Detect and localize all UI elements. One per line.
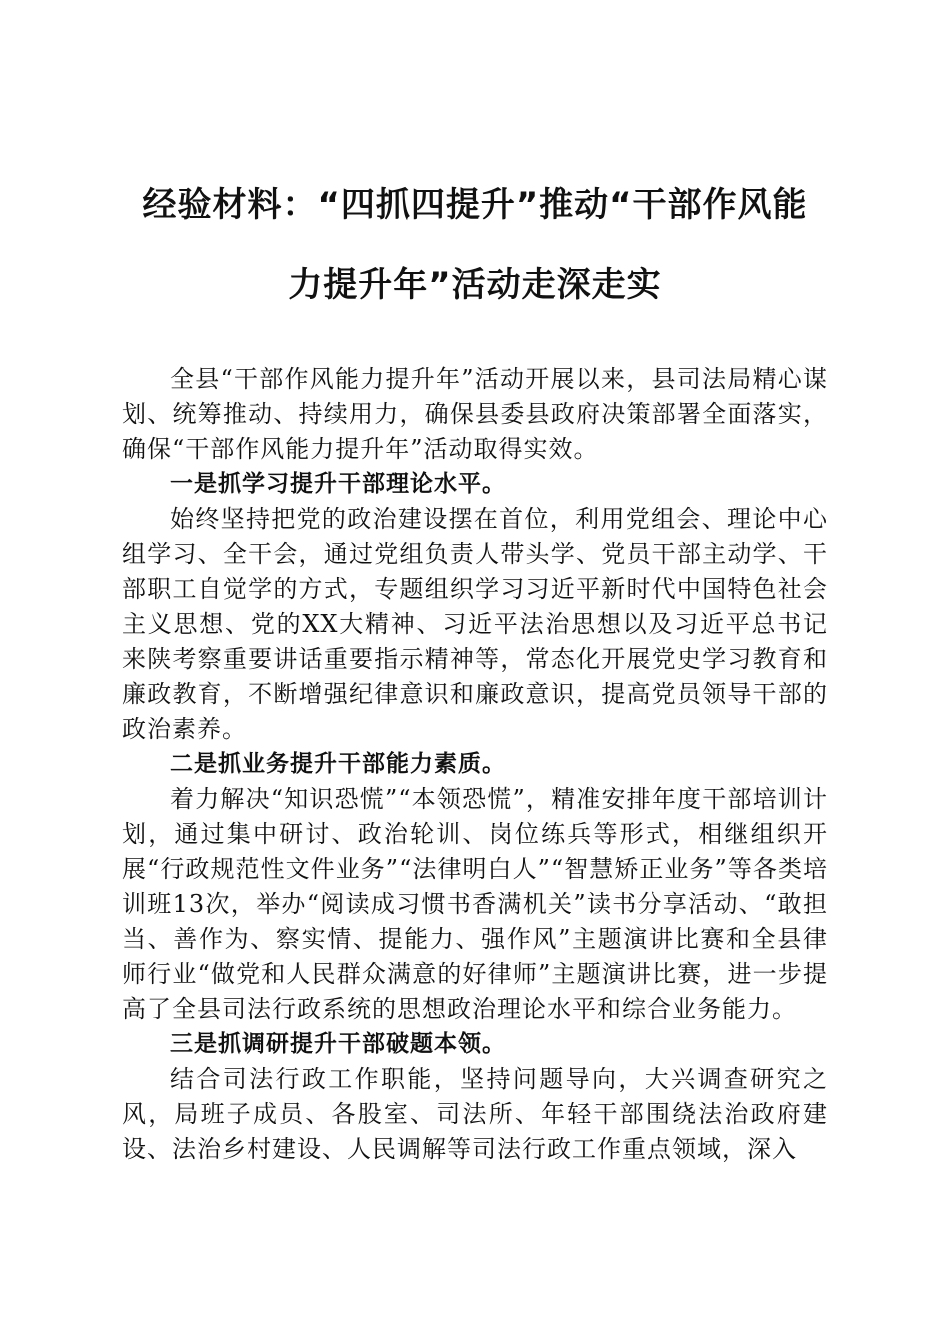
section-heading-2: 二是抓业务提升干部能力素质。 — [170, 751, 506, 777]
section-paragraph-2: 着力解决“知识恐慌”“本领恐慌”，精准安排年度干部培训计划，通过集中研讨、政治轮训、岗位练兵等形式，相继组织开展“行政规范性文件业务”“法律明白人”“智慧矫正业务”等各类培训班13次，举办“阅读成习惯书香满机关”读书分享活动、“敢担当、善作为、察实情、提能力、强作风”主题演讲比赛和全县律师行业“做党和人民群众满意的好律师”主题演讲比赛，进一步提高了全县司法行政系统的思想政治理论水平和综合业务能力。 — [122, 785, 828, 1023]
document-body — [122, 362, 828, 1167]
title-line-1: 经验材料：“四抓四提升”推动“干部作风能 — [142, 185, 808, 225]
title-line-2: 力提升年”活动走深走实 — [288, 265, 662, 305]
section-paragraph-3: 结合司法行政工作职能，坚持问题导向，大兴调查研究之风，局班子成员、各股室、司法所、年轻干部围绕法治政府建设、法治乡村建设、人民调解等司法行政工作重点领域，深入 — [122, 1065, 828, 1163]
section-heading-3: 三是抓调研提升干部破题本领。 — [170, 1031, 506, 1057]
intro-paragraph: 全县“干部作风能力提升年”活动开展以来，县司法局精心谋划、统筹推动、持续用力，确保县委县政府决策部署全面落实，确保“干部作风能力提升年”活动取得实效。 — [122, 365, 828, 463]
section-heading-1: 一是抓学习提升干部理论水平。 — [170, 471, 506, 497]
section-paragraph-1: 始终坚持把党的政治建设摆在首位，利用党组会、理论中心组学习、全干会，通过党组负责人带头学、党员干部主动学、干部职工自觉学的方式，专题组织学习习近平新时代中国特色社会主义思想、党的XX大精神、习近平法治思想以及习近平总书记来陕考察重要讲话重要指示精神等，常态化开展党史学习教育和廉政教育，不断增强纪律意识和廉政意识，提高党员领导干部的政治素养。 — [122, 505, 828, 743]
document-title — [110, 165, 840, 325]
